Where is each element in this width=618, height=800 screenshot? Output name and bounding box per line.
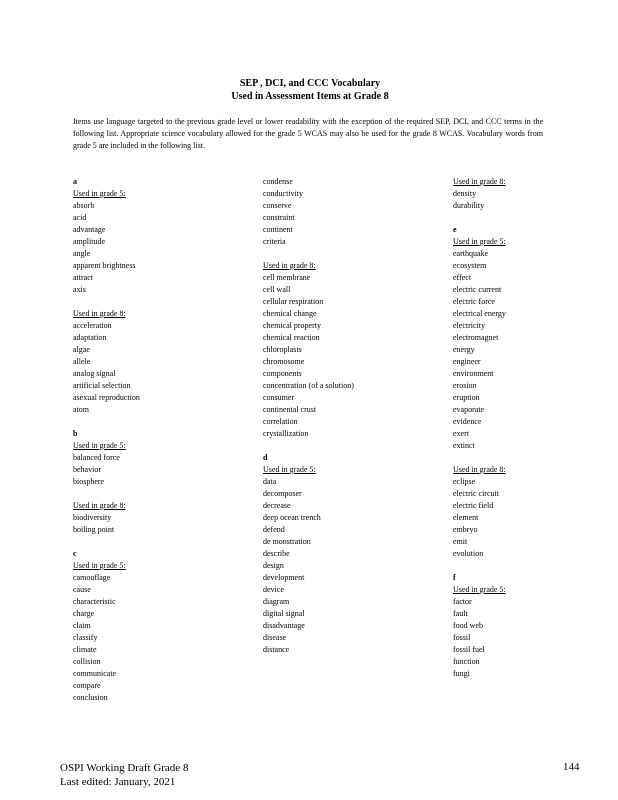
grade-heading: Used in grade 5:	[73, 441, 126, 450]
vocab-section	[453, 176, 543, 212]
vocab-term: charge	[73, 609, 95, 618]
footer-edited-date: Last edited: January, 2021	[60, 776, 176, 788]
vocab-term: balanced force	[73, 453, 120, 462]
vocab-column-2	[263, 176, 423, 668]
vocab-term: defend	[263, 525, 285, 534]
vocab-term: biosphere	[73, 477, 105, 486]
vocab-column-1	[73, 176, 228, 716]
vocab-term: continent	[263, 225, 293, 234]
vocab-term: describe	[263, 549, 290, 558]
vocab-term: electromagnet	[453, 333, 499, 342]
vocab-term: function	[453, 657, 480, 666]
vocab-term: design	[263, 561, 284, 570]
vocab-term: chemical change	[263, 309, 317, 318]
vocab-column-3	[453, 176, 543, 692]
vocab-term: axis	[73, 285, 86, 294]
vocab-term: evaporate	[453, 405, 485, 414]
vocab-term: embryo	[453, 525, 478, 534]
vocab-term: cause	[73, 585, 91, 594]
vocab-term: climate	[73, 645, 97, 654]
vocab-term: conductivity	[263, 189, 303, 198]
vocab-term: concentration (of a solution)	[263, 381, 354, 390]
vocab-term: acid	[73, 213, 87, 222]
grade-heading: Used in grade 8:	[263, 261, 316, 270]
vocab-term: communicate	[73, 669, 117, 678]
vocab-section	[263, 176, 423, 248]
vocab-term: electricity	[453, 321, 485, 330]
vocab-term: consumer	[263, 393, 295, 402]
document-title-line-1: SEP , DCI, and CCC Vocabulary	[239, 78, 381, 89]
vocab-term: development	[263, 573, 305, 582]
section-letter: b	[73, 429, 78, 438]
document-title-line-2: Used in Assessment Items at Grade 8	[231, 91, 389, 102]
vocab-term: criteria	[263, 237, 286, 246]
vocab-term: electric current	[453, 285, 502, 294]
vocab-term: amplitude	[73, 237, 105, 246]
vocab-term: apparent brightness	[73, 261, 136, 270]
vocab-section	[263, 260, 423, 440]
vocab-term: durability	[453, 201, 485, 210]
vocab-term: components	[263, 369, 302, 378]
vocab-term: de monstration	[263, 537, 311, 546]
vocab-term: crystallization	[263, 429, 309, 438]
vocab-term: electric circuit	[453, 489, 499, 498]
vocab-term: eclipse	[453, 477, 476, 486]
vocab-term: fungi	[453, 669, 470, 678]
vocab-section	[453, 464, 543, 560]
intro-paragraph: Items use language targeted to the previous grade level or lower readability with the exception of the required SEP, DCI, and CCC terms in the following list. Appropriate science vocabulary allowed for the grade 5 WCAS may also be used for the grade 8 WCAS. Vocabulary words from grade 5 are included in the following list.	[73, 117, 543, 150]
vocab-term: eruption	[453, 393, 480, 402]
vocab-term: effect	[453, 273, 472, 282]
vocab-term: cell membrane	[263, 273, 311, 282]
vocab-term: conclusion	[73, 693, 108, 702]
vocab-term: food web	[453, 621, 483, 630]
vocab-term: chromosome	[263, 357, 305, 366]
vocab-section	[73, 428, 228, 488]
vocab-term: collision	[73, 657, 101, 666]
vocab-term: energy	[453, 345, 475, 354]
vocab-term: allele	[73, 357, 91, 366]
vocab-section	[73, 500, 228, 536]
vocab-term: camouflage	[73, 573, 111, 582]
vocab-term: fossil	[453, 633, 471, 642]
vocab-term: cellular respiration	[263, 297, 324, 306]
vocab-term: data	[263, 477, 277, 486]
vocab-term: chemical property	[263, 321, 321, 330]
grade-heading: Used in grade 5:	[73, 189, 126, 198]
vocab-term: claim	[73, 621, 91, 630]
vocab-term: angle	[73, 249, 91, 258]
vocab-term: disadvantage	[263, 621, 305, 630]
vocab-term: distance	[263, 645, 290, 654]
vocab-term: absorb	[73, 201, 95, 210]
vocab-term: acceleration	[73, 321, 112, 330]
vocab-term: asexual reproduction	[73, 393, 140, 402]
vocab-term: density	[453, 189, 477, 198]
vocab-section	[73, 548, 228, 704]
page-number: 144	[563, 761, 580, 773]
vocab-term: engineer	[453, 357, 481, 366]
grade-heading: Used in grade 5:	[73, 561, 126, 570]
vocab-term: evolution	[453, 549, 484, 558]
vocab-term: classify	[73, 633, 98, 642]
vocab-term: electrical energy	[453, 309, 506, 318]
vocab-term: evidence	[453, 417, 482, 426]
vocab-term: artificial selection	[73, 381, 131, 390]
grade-heading: Used in grade 8:	[73, 501, 126, 510]
section-letter: e	[453, 225, 457, 234]
grade-heading: Used in grade 8:	[453, 465, 506, 474]
section-letter: d	[263, 453, 268, 462]
vocab-term: fossil fuel	[453, 645, 485, 654]
vocab-term: analog signal	[73, 369, 116, 378]
vocab-term: deep ocean trench	[263, 513, 321, 522]
vocab-term: decomposer	[263, 489, 302, 498]
grade-heading: Used in grade 5:	[453, 585, 506, 594]
vocab-section	[263, 452, 423, 656]
grade-heading: Used in grade 5:	[263, 465, 316, 474]
vocab-term: characteristic	[73, 597, 116, 606]
vocab-term: compare	[73, 681, 101, 690]
vocab-term: attract	[73, 273, 93, 282]
vocab-term: chloroplasts	[263, 345, 302, 354]
vocab-term: ecosystem	[453, 261, 487, 270]
vocab-term: disease	[263, 633, 287, 642]
vocab-term: element	[453, 513, 479, 522]
vocab-term: erosion	[453, 381, 477, 390]
vocab-term: decrease	[263, 501, 291, 510]
vocab-term: constraint	[263, 213, 295, 222]
vocab-term: atom	[73, 405, 89, 414]
vocab-term: algae	[73, 345, 90, 354]
vocab-term: factor	[453, 597, 472, 606]
vocab-term: earthquake	[453, 249, 489, 258]
vocab-term: behavior	[73, 465, 101, 474]
section-letter: c	[73, 549, 77, 558]
vocab-term: extinct	[453, 441, 475, 450]
vocab-term: correlation	[263, 417, 298, 426]
vocab-term: adaptation	[73, 333, 107, 342]
vocab-term: diagram	[263, 597, 290, 606]
vocab-section	[73, 176, 228, 296]
vocab-term: electric force	[453, 297, 495, 306]
vocab-section	[453, 224, 543, 452]
vocab-term: advantage	[73, 225, 106, 234]
vocab-section	[73, 308, 228, 416]
section-letter: f	[453, 573, 456, 582]
grade-heading: Used in grade 8:	[453, 177, 506, 186]
vocab-term: biodiversity	[73, 513, 112, 522]
vocab-term: digital signal	[263, 609, 305, 618]
section-letter: a	[73, 177, 77, 186]
vocab-term: continental crust	[263, 405, 317, 414]
vocab-term: electric field	[453, 501, 494, 510]
vocab-term: emit	[453, 537, 468, 546]
vocab-term: conserve	[263, 201, 292, 210]
vocab-term: device	[263, 585, 284, 594]
vocab-term: fault	[453, 609, 468, 618]
vocab-term: exert	[453, 429, 469, 438]
vocab-term: chemical reaction	[263, 333, 320, 342]
vocab-term: condense	[263, 177, 293, 186]
vocab-term: boiling point	[73, 525, 115, 534]
vocab-term: cell wall	[263, 285, 291, 294]
footer-draft-label: OSPI Working Draft Grade 8	[60, 762, 189, 774]
grade-heading: Used in grade 8:	[73, 309, 126, 318]
vocab-section	[453, 572, 543, 680]
grade-heading: Used in grade 5:	[453, 237, 506, 246]
vocab-term: environment	[453, 369, 494, 378]
